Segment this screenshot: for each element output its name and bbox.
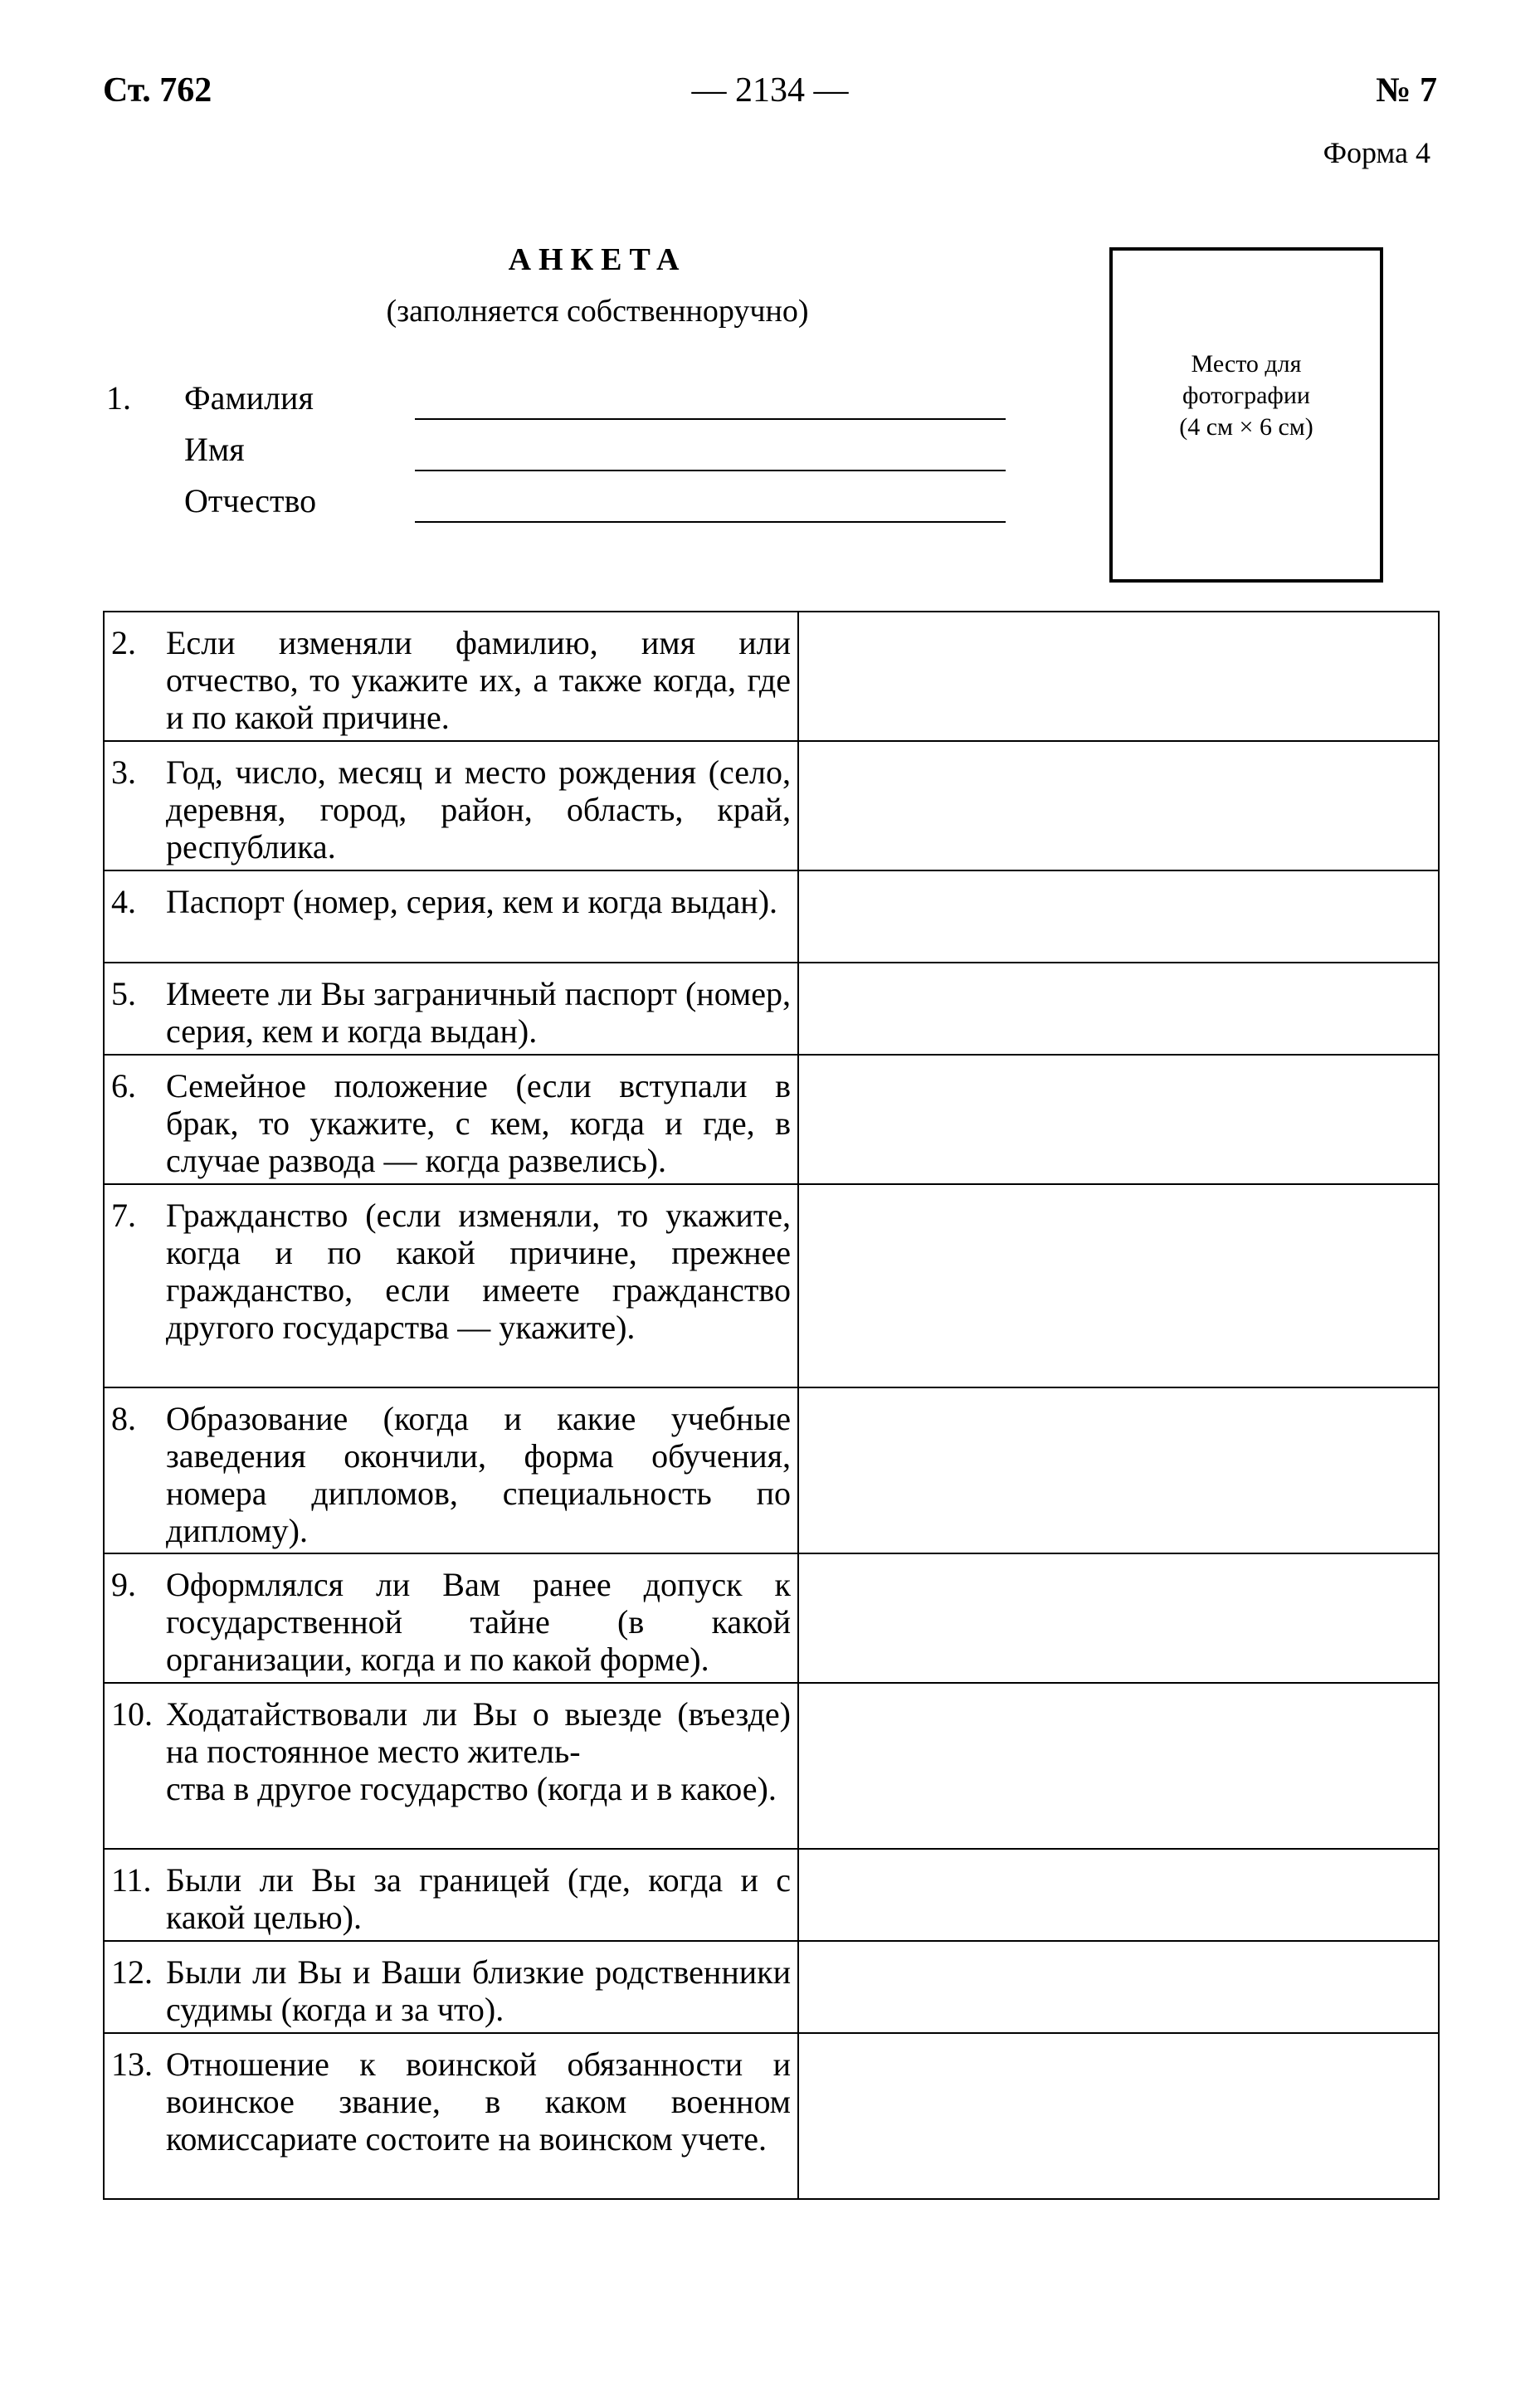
question-cell xyxy=(104,1184,798,1387)
photo-caption-line: (4 см × 6 см) xyxy=(1179,413,1313,441)
first-name-label: Имя xyxy=(184,431,245,468)
answer-cell[interactable] xyxy=(798,741,1439,870)
question-row xyxy=(104,1387,1439,1553)
question-number: 5. xyxy=(111,975,136,1012)
question-number: 2. xyxy=(111,624,136,661)
answer-cell[interactable] xyxy=(798,963,1439,1055)
answer-cell[interactable] xyxy=(798,1553,1439,1683)
photo-placeholder[interactable] xyxy=(1109,247,1383,583)
answer-cell[interactable] xyxy=(798,1387,1439,1553)
question-cell xyxy=(104,1941,798,2033)
answer-cell[interactable] xyxy=(798,1184,1439,1387)
question-cell xyxy=(104,612,798,741)
question-number: 11. xyxy=(111,1861,152,1899)
question-text: Отношение к воинской обязанности и воинское звание, в каком военном комиссариате состоите на воинском учете. xyxy=(166,2045,791,2158)
question-number: 7. xyxy=(111,1197,136,1234)
answer-cell[interactable] xyxy=(798,1849,1439,1941)
answer-cell[interactable] xyxy=(798,1941,1439,2033)
question-cell xyxy=(104,1055,798,1184)
question-row xyxy=(104,870,1439,963)
answer-cell[interactable] xyxy=(798,1055,1439,1184)
question-text: Были ли Вы и Ваши близкие родственники судимы (когда и за что). xyxy=(166,1953,791,2028)
question-number: 8. xyxy=(111,1400,136,1437)
surname-label: Фамилия xyxy=(184,379,314,417)
question-row xyxy=(104,2033,1439,2199)
question-cell xyxy=(104,2033,798,2199)
article-number: Ст. 762 xyxy=(103,71,212,110)
question-text: Имеете ли Вы заграничный паспорт (номер, серия, кем и когда выдан). xyxy=(166,975,791,1050)
photo-caption xyxy=(1113,349,1380,443)
question-number: 4. xyxy=(111,883,136,920)
question-text: Оформлялся ли Вам ранее допуск к государственной тайне (в какой организации, когда и по какой форме). xyxy=(166,1566,791,1678)
answer-cell[interactable] xyxy=(798,612,1439,741)
question-cell xyxy=(104,963,798,1055)
answer-cell[interactable] xyxy=(798,2033,1439,2199)
document-title: АНКЕТА xyxy=(508,242,687,277)
photo-caption-line: фотографии xyxy=(1182,382,1310,409)
questionnaire-table xyxy=(103,611,1440,2200)
question-text: Ходатайствовали ли Вы о выезде (въезде) на постоянное место житель- ства в другое государство (когда и в какое). xyxy=(166,1695,791,1807)
question-row xyxy=(104,1184,1439,1387)
photo-caption-line: Место для xyxy=(1191,350,1302,378)
question-cell xyxy=(104,741,798,870)
question-number: 3. xyxy=(111,753,136,791)
patronymic-field[interactable] xyxy=(415,521,1006,523)
question-text: Семейное положение (если вступали в брак, то укажите, с кем, когда и где, в случае развода — когда развелись). xyxy=(166,1067,791,1179)
question-text: Год, число, месяц и место рождения (село, деревня, город, район, область, край, республика. xyxy=(166,753,791,865)
question-cell xyxy=(104,870,798,963)
question-text: Образование (когда и какие учебные заведения окончили, форма обучения, номера дипломов, специальность по диплому). xyxy=(166,1400,791,1549)
question-row xyxy=(104,1941,1439,2033)
question-text: Паспорт (номер, серия, кем и когда выдан). xyxy=(166,883,778,920)
question-text: Если изменяли фамилию, имя или отчество, то укажите их, а также когда, где и по какой причине. xyxy=(166,624,791,736)
question-cell xyxy=(104,1683,798,1849)
question-cell xyxy=(104,1849,798,1941)
page-number: — 2134 — xyxy=(691,71,849,110)
question-number: 12. xyxy=(111,1953,153,1991)
name-block-number: 1. xyxy=(106,379,131,417)
surname-field[interactable] xyxy=(415,418,1006,420)
patronymic-label: Отчество xyxy=(184,482,317,519)
question-row xyxy=(104,1849,1439,1941)
question-number: 13. xyxy=(111,2045,153,2083)
question-row xyxy=(104,1683,1439,1849)
question-row xyxy=(104,963,1439,1055)
first-name-field[interactable] xyxy=(415,470,1006,471)
issue-number: № 7 xyxy=(1376,71,1437,110)
question-text: Были ли Вы за границей (где, когда и с какой целью). xyxy=(166,1861,791,1936)
question-row xyxy=(104,1553,1439,1683)
question-cell xyxy=(104,1387,798,1553)
question-cell xyxy=(104,1553,798,1683)
question-row xyxy=(104,741,1439,870)
question-text: Гражданство (если изменяли, то укажите, когда и по какой причине, прежнее гражданство, если имеете гражданство другого государства — укажите). xyxy=(166,1197,791,1346)
question-number: 10. xyxy=(111,1695,153,1733)
document-subtitle: (заполняется собственноручно) xyxy=(386,294,809,329)
question-row xyxy=(104,1055,1439,1184)
question-row xyxy=(104,612,1439,741)
form-label: Форма 4 xyxy=(1323,136,1430,169)
answer-cell[interactable] xyxy=(798,1683,1439,1849)
question-number: 9. xyxy=(111,1566,136,1603)
answer-cell[interactable] xyxy=(798,870,1439,963)
question-number: 6. xyxy=(111,1067,136,1104)
